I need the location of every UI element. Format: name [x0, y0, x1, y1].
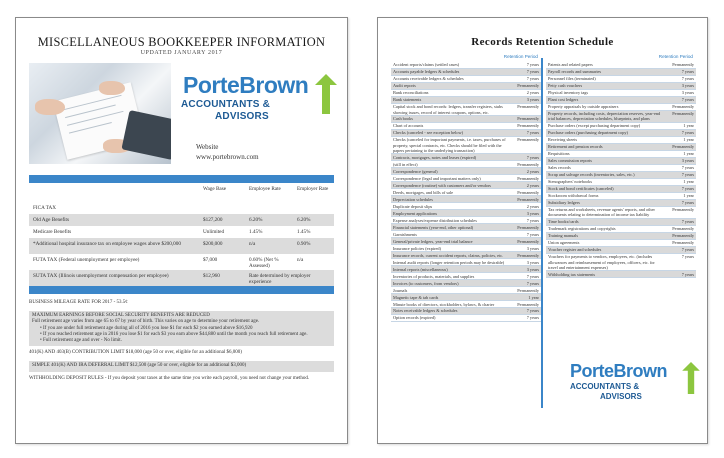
record-type: Deeds, mortgages, and bills of sale — [393, 189, 454, 195]
note-earnings-intro: Full retirement age varies from age 65 to 67 by year of birth. This varies on age to determine your retirement age. — [32, 319, 260, 325]
retention-period: 7 years — [681, 247, 694, 253]
retention-period: 2 years — [526, 182, 539, 188]
logo-line-1: ACCOUNTANTS & — [570, 382, 640, 391]
header-employer: Employer Rate — [297, 186, 329, 192]
record-type: Retirement and pension records — [548, 144, 603, 150]
note-simple-ira: SIMPLE 401(K) AND IRA DEFERRAL LIMIT $12,500 (age 50 or over, eligible for an additional $3,000) — [29, 361, 334, 371]
retention-period: Permanently — [517, 104, 539, 110]
retention-row — [546, 104, 696, 111]
tax-wage-base: $200,000 — [203, 241, 223, 247]
record-type: Patents and related papers — [548, 62, 593, 68]
record-type: Invoices (to customers, from vendors) — [393, 280, 459, 286]
retention-period: Permanently — [672, 207, 694, 213]
record-type: Requisitions — [548, 151, 570, 157]
record-type: Time books/cards — [548, 219, 579, 225]
retention-row — [391, 76, 541, 83]
retention-period: Permanently — [517, 161, 539, 167]
record-type: Trademark registrations and copyrights — [548, 226, 616, 232]
retention-period: Permanently — [672, 233, 694, 239]
retention-column-left — [391, 54, 541, 322]
record-type: Voucher register and schedules — [548, 247, 602, 253]
retention-row — [546, 90, 696, 97]
record-type: Receiving sheets — [548, 137, 577, 143]
retention-period: Permanently — [517, 137, 539, 143]
record-type: Subsidiary ledgers — [548, 200, 580, 206]
retention-period: 2 years — [526, 90, 539, 96]
retention-period: 3 years — [681, 83, 694, 89]
retention-row — [391, 280, 541, 287]
retention-column-right — [546, 54, 696, 278]
record-type: Sales commission reports — [548, 158, 592, 164]
retention-row — [391, 97, 541, 104]
retention-row — [546, 193, 696, 200]
record-type: Insurance policies (expired) — [393, 245, 441, 251]
retention-row — [391, 315, 541, 322]
record-type: Scrap and salvage records (inventories, sales, etc.) — [548, 172, 635, 178]
retention-period: 7 years — [681, 186, 694, 192]
retention-period: 7 years — [681, 130, 694, 136]
retention-period: 1 year — [528, 294, 539, 300]
hand-shape — [35, 99, 65, 115]
record-type: Minute books of directors, stockholders, bylaws, & charter — [393, 301, 495, 307]
retention-row — [391, 273, 541, 280]
retention-row — [391, 245, 541, 252]
record-type: Magnetic tape & tab cards — [393, 294, 439, 300]
retention-period: 3 years — [526, 245, 539, 251]
retention-row — [546, 226, 696, 233]
note-mileage: BUSINESS MILEAGE RATE FOR 2017 - 53.5¢ — [29, 300, 128, 305]
website-url: www.portebrown.com — [196, 153, 259, 161]
retention-period: 3 years — [526, 97, 539, 103]
record-type: Correspondence (routine) with customers and/or vendors — [393, 182, 491, 188]
logo-line-2: ADVISORS — [600, 392, 642, 401]
retention-row — [546, 158, 696, 165]
record-type: Capital stock and bond records: ledgers, transfer registers, stubs showing issues, record of interest coupons, options, etc. — [393, 104, 503, 115]
retention-row — [546, 83, 696, 90]
retention-period: 7 years — [681, 165, 694, 171]
website-label: Website — [196, 143, 219, 151]
note-earnings-block — [29, 311, 334, 346]
section-divider — [29, 175, 334, 183]
header-employee: Employee Rate — [249, 186, 281, 192]
record-type: Payroll records and summaries — [548, 69, 602, 75]
record-type: Financial statements (year-end, other optional) — [393, 224, 474, 230]
bookkeeper-notes — [29, 300, 334, 387]
record-type: Notes receivable ledgers & schedules — [393, 308, 458, 314]
record-type: Property appraisals by outside appraisers — [548, 104, 619, 110]
record-type: Contracts, mortgages, notes and leases (expired) — [393, 154, 477, 160]
retention-row — [391, 224, 541, 231]
record-type: Stock and bond certificates (canceled) — [548, 186, 614, 192]
hand-shape — [99, 81, 125, 95]
retention-period: 7 years — [526, 231, 539, 237]
record-type: Insurance records, current accident reports, claims, policies, etc. — [393, 252, 504, 258]
retention-period: 3 years — [526, 266, 539, 272]
record-type: Cash books — [393, 116, 413, 122]
record-type: Stockroom withdrawal forms — [548, 193, 599, 199]
tax-employer-rate: 6.20% — [297, 217, 311, 223]
tax-employee-rate: 0.60% (Net % Assessed) — [249, 257, 279, 269]
retention-period: 3 years — [681, 90, 694, 96]
retention-row — [546, 186, 696, 193]
note-earnings-bullet: • Full retirement age and over - No limit. — [40, 338, 122, 344]
retention-period: 2 years — [526, 203, 539, 209]
laptop-shape — [121, 110, 171, 160]
tax-table — [29, 186, 334, 286]
retention-row — [391, 196, 541, 203]
record-type: Expense analyses/expense distribution schedules — [393, 217, 477, 223]
retention-row — [546, 219, 696, 226]
column-header: Retention Period — [658, 54, 693, 59]
record-type: Physical inventory tags — [548, 90, 589, 96]
note-401k: 401(K) AND 403(B) CONTRIBUTION LIMIT $18,000 (age 50 or over, eligible for an additional $6,000) — [29, 350, 242, 356]
retention-period: Permanently — [517, 224, 539, 230]
retention-row — [546, 151, 696, 158]
office-photo — [29, 63, 171, 164]
retention-period: 7 years — [526, 130, 539, 136]
note-earnings-title: MAXIMUM EARNINGS BEFORE SOCIAL SECURITY BENEFITS ARE REDUCED — [32, 313, 210, 319]
page-title: MISCELLANEOUS BOOKKEEPER INFORMATION — [37, 35, 326, 49]
logo-brand: PorteBrown — [183, 72, 309, 98]
retention-period: 1 year — [683, 179, 694, 185]
record-type: Checks (canceled for important payments, i.e. taxes, purchases of property, special contracts, etc. Checks should be filed with the papers pertaining to the underlying transaction) — [393, 137, 506, 153]
retention-row — [391, 154, 541, 161]
record-type: Depreciation schedules — [393, 196, 433, 202]
record-type: Withholding tax statements — [548, 271, 596, 277]
tax-label: Old Age Benefits — [33, 217, 70, 223]
page-title: Records Retention Schedule — [471, 36, 614, 48]
logo-line-1: ACCOUNTANTS & — [181, 99, 271, 110]
tax-employee-rate: 6.20% — [249, 217, 263, 223]
retention-row — [546, 165, 696, 172]
retention-row — [391, 161, 541, 168]
retention-period: 7 years — [681, 172, 694, 178]
retention-row — [546, 111, 696, 123]
retention-row — [391, 90, 541, 97]
record-type: Stenographers' notebooks — [548, 179, 593, 185]
tax-label: *Additional hospital insurance tax on employee wages above $200,000 — [33, 241, 181, 247]
page-subtitle: UPDATED JANUARY 2017 — [140, 50, 223, 56]
retention-period: 7 years — [526, 69, 539, 75]
record-type: Purchase orders (purchasing department copy) — [548, 130, 628, 136]
retention-row — [546, 69, 696, 76]
logo-arrow-icon — [315, 74, 337, 114]
logo-brand: PorteBrown — [570, 361, 668, 381]
record-type: Checks (canceled - see exception below) — [393, 130, 464, 136]
retention-row — [391, 210, 541, 217]
retention-period: 3 years — [526, 259, 539, 265]
retention-period: 7 years — [526, 273, 539, 279]
record-type: Option records (expired) — [393, 315, 436, 321]
tax-table-row — [29, 226, 334, 238]
retention-row — [391, 123, 541, 130]
record-type: Audit reports — [393, 83, 416, 89]
section-divider — [29, 286, 334, 294]
tax-wage-base: $127,200 — [203, 217, 223, 223]
retention-period: 7 years — [526, 62, 539, 68]
retention-row — [546, 200, 696, 207]
column-header: Retention Period — [503, 54, 538, 59]
tax-table-row — [29, 214, 334, 226]
retention-row — [546, 254, 696, 271]
retention-period: 7 years — [681, 97, 694, 103]
retention-row — [546, 97, 696, 104]
retention-row — [391, 231, 541, 238]
retention-period: Permanently — [517, 196, 539, 202]
tax-table-header — [29, 186, 334, 202]
header-wage: Wage Base — [203, 186, 227, 192]
retention-period: Permanently — [517, 301, 539, 307]
record-type: Personnel files (terminated) — [548, 76, 596, 82]
retention-row — [391, 259, 541, 266]
record-type: Plant cost ledgers — [548, 97, 579, 103]
retention-period: 3 years — [526, 210, 539, 216]
retention-row — [391, 308, 541, 315]
retention-period: Permanently — [517, 175, 539, 181]
tax-label: FICA TAX — [33, 205, 56, 211]
retention-row — [391, 137, 541, 154]
retention-period: 2 years — [526, 168, 539, 174]
record-type: Bank reconciliations — [393, 90, 429, 96]
retention-period: 1 year — [683, 123, 694, 129]
record-type: Internal reports (miscellaneous) — [393, 266, 448, 272]
tax-table-row — [29, 202, 334, 214]
retention-period: Permanently — [672, 240, 694, 246]
retention-row — [391, 189, 541, 196]
retention-row — [546, 207, 696, 219]
retention-period: 7 years — [526, 217, 539, 223]
retention-row — [391, 175, 541, 182]
tax-label: Medicare Benefits — [33, 229, 72, 235]
record-type: Internal audit reports (longer retention periods may be desirable) — [393, 259, 505, 265]
retention-row — [391, 83, 541, 90]
retention-period: 7 years — [526, 308, 539, 314]
retention-row — [546, 240, 696, 247]
record-type: Journals — [393, 287, 408, 293]
retention-period: Permanently — [517, 123, 539, 129]
record-type: Inventories of products, materials, and supplies — [393, 273, 475, 279]
record-type: Property records, including costs, depreciation reserves, year-end trial balances, depreciation schedules, blueprints, and plans — [548, 111, 661, 122]
record-type: Bank statements — [393, 97, 422, 103]
retention-period: 7 years — [526, 76, 539, 82]
retention-period: Permanently — [517, 189, 539, 195]
retention-row — [546, 271, 696, 278]
retention-row — [391, 266, 541, 273]
record-type: Correspondence (legal and important matters only) — [393, 175, 481, 181]
retention-row — [546, 233, 696, 240]
record-type: Union agreements — [548, 240, 580, 246]
retention-row — [546, 144, 696, 151]
retention-row — [391, 62, 541, 69]
retention-period: 7 years — [526, 315, 539, 321]
record-type: (still in effect) — [393, 161, 418, 167]
retention-period: Permanently — [517, 83, 539, 89]
retention-period: 7 years — [681, 76, 694, 82]
record-type: Accounts payable ledgers & schedules — [393, 69, 460, 75]
record-type: Chart of accounts — [393, 123, 424, 129]
retention-period: 7 years — [526, 280, 539, 286]
retention-period: Permanently — [672, 144, 694, 150]
tax-wage-base: $12,960 — [203, 273, 220, 279]
retention-period: Permanently — [672, 226, 694, 232]
retention-row — [391, 130, 541, 137]
tax-employer-rate: 0.90% — [297, 241, 311, 247]
retention-period: 7 years — [681, 69, 694, 75]
record-type: Purchase orders (except purchasing department copy) — [548, 123, 641, 129]
column-divider — [541, 58, 543, 408]
retention-period: 1 year — [683, 193, 694, 199]
retention-period: 7 years — [681, 254, 694, 260]
retention-row — [391, 287, 541, 294]
tax-employer-rate: n/a — [297, 257, 304, 263]
retention-period: 7 years — [526, 154, 539, 160]
record-type: Accident reports/claims (settled cases) — [393, 62, 460, 68]
retention-period: Permanently — [517, 287, 539, 293]
retention-row — [391, 168, 541, 175]
retention-period: 7 years — [681, 271, 694, 277]
tax-table-row — [29, 270, 334, 286]
retention-period: Permanently — [517, 238, 539, 244]
records-retention-page — [377, 17, 708, 444]
note-withholding: WITHHOLDING DEPOSIT RULES - If you deposit your taxes at the same time you write each payroll, you need not change your method. — [29, 375, 310, 381]
tax-employee-rate: Rate determined by employer experience — [249, 273, 311, 285]
tax-table-row — [29, 254, 334, 270]
portebrown-logo — [570, 361, 700, 409]
logo-arrow-icon — [682, 362, 700, 394]
tax-wage-base: $7,000 — [203, 257, 218, 263]
record-type: General/private ledgers, year-end trial balance — [393, 238, 473, 244]
retention-period: Permanently — [672, 62, 694, 68]
record-type: Correspondence (general) — [393, 168, 438, 174]
record-type: Training manuals — [548, 233, 579, 239]
retention-row — [391, 301, 541, 308]
tax-label: FUTA TAX (Federal unemployment per employee) — [33, 257, 140, 263]
retention-row — [546, 137, 696, 144]
tax-wage-base: Unlimited — [203, 229, 225, 235]
retention-row — [546, 123, 696, 130]
retention-period: 7 years — [681, 219, 694, 225]
record-type: Sales records — [548, 165, 571, 171]
tax-employee-rate: n/a — [249, 241, 256, 247]
bookkeeper-info-page — [15, 17, 348, 444]
record-type: Vouchers for payments to vendors, employees, etc. (includes allowances and reimbursement of employees, officers, etc. for travel and entertainment expenses) — [548, 254, 655, 270]
tax-table-row — [29, 238, 334, 254]
retention-row — [391, 69, 541, 76]
retention-row — [391, 217, 541, 224]
logo-line-2: ADVISORS — [215, 111, 269, 122]
record-type: Petty cash vouchers — [548, 83, 583, 89]
retention-row — [391, 203, 541, 210]
tax-employee-rate: 1.45% — [249, 229, 263, 235]
record-type: Employment applications — [393, 210, 438, 216]
retention-row — [546, 62, 696, 69]
retention-row — [546, 247, 696, 254]
record-type: Accounts receivable ledgers & schedules — [393, 76, 464, 82]
retention-row — [391, 294, 541, 301]
note-earnings-bullet: • If you are under full retirement age during all of 2016 you lose $1 for each $2 you earned above $16,920 — [40, 325, 253, 331]
retention-period: Permanently — [517, 116, 539, 122]
portebrown-logo — [179, 72, 339, 136]
retention-row — [391, 238, 541, 245]
retention-row — [391, 182, 541, 189]
retention-period: Permanently — [672, 104, 694, 110]
retention-row — [546, 179, 696, 186]
tax-employer-rate: 1.45% — [297, 229, 311, 235]
retention-period: Permanently — [672, 111, 694, 117]
retention-period: 3 years — [681, 158, 694, 164]
retention-row — [546, 76, 696, 83]
retention-period: 1 year — [683, 151, 694, 157]
tax-label: SUTA TAX (Illinois unemployment compensation per employee) — [33, 273, 169, 279]
retention-period: 1 year — [683, 137, 694, 143]
note-earnings-bullet: • If you reached retirement age in 2016 you lose $1 for each $3 you earn above $44,880 until the month you reach full retirement age. — [40, 331, 308, 337]
retention-row — [391, 116, 541, 123]
record-type: Garnishments — [393, 231, 417, 237]
retention-row — [391, 252, 541, 259]
record-type: Duplicate deposit slips — [393, 203, 433, 209]
retention-row — [546, 130, 696, 137]
retention-row — [546, 172, 696, 179]
retention-row — [391, 104, 541, 116]
record-type: Tax returns and worksheets, revenue agents' reports, and other documents relating to determination of income tax liability — [548, 207, 655, 218]
retention-period: 7 years — [681, 200, 694, 206]
retention-period: Permanently — [517, 252, 539, 258]
